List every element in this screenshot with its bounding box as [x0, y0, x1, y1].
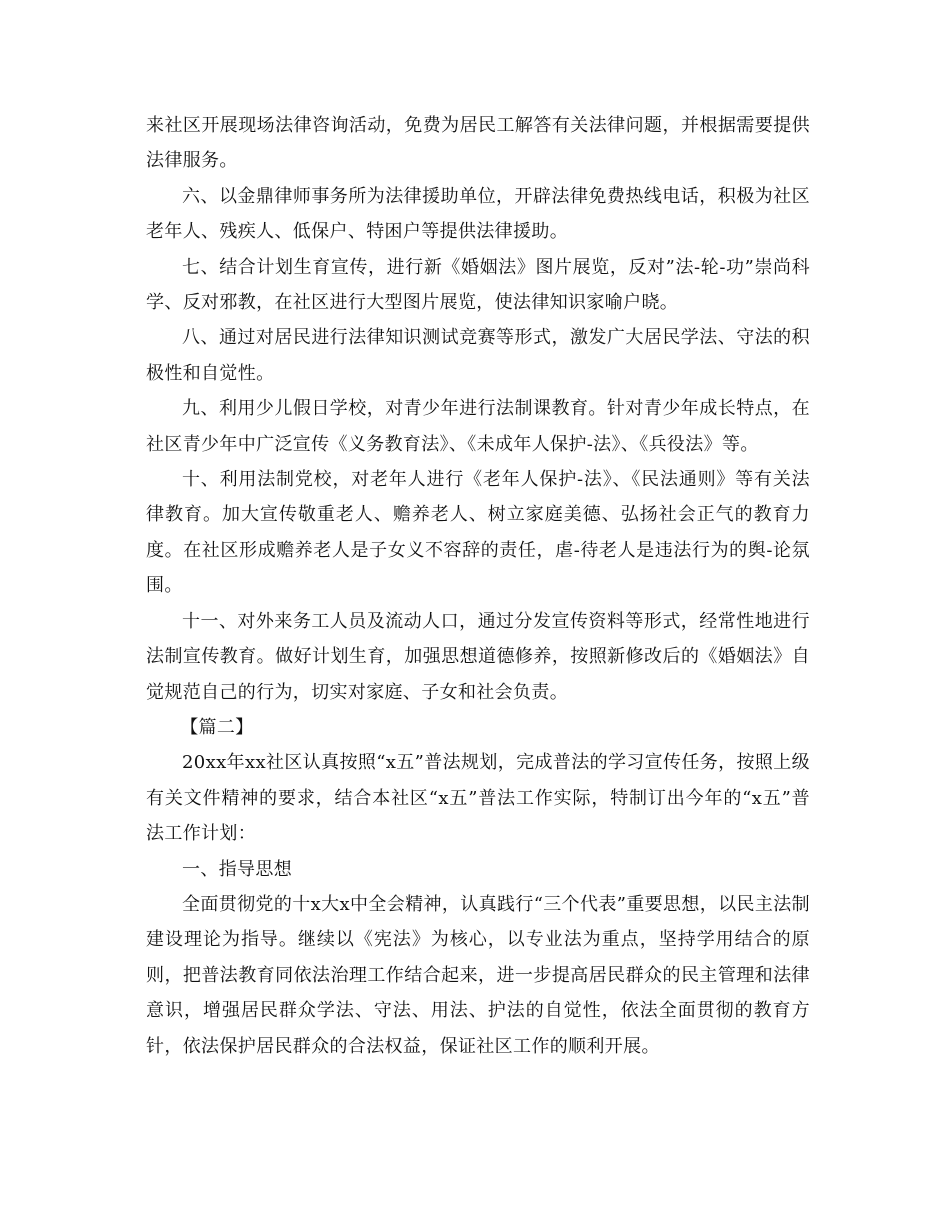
paragraph-guiding-ideology: 全面贯彻党的十x大x中全会精神，认真践行“三个代表”重要思想，以民主法制建设理论为指导。继续以《宪法》为核心，以专业法为重点，坚持学用结合的原则，把普法教育同依法治理工作结合起来，进一步提高居民群众的民主管理和法律意识，增强居民群众学法、守法、用法、护法的自觉性，依法全面贯彻的教育方针，依法保护居民群众的合法权益，保证社区工作的顺利开展。	[146, 893, 810, 1057]
paragraph-item-7: 七、结合计划生育宣传，进行新《婚姻法》图片展览，反对”法-轮-功”崇尚科学、反对邪教，在社区进行大型图片展览，使法律知识家喻户晓。	[146, 256, 810, 314]
section-heading: 【篇二】	[180, 716, 254, 738]
paragraph-item-9: 九、利用少儿假日学校，对青少年进行法制课教育。针对青少年成长特点，在社区青少年中广泛宣传《义务教育法》、《未成年人保护-法》、《兵役法》等。	[146, 398, 810, 455]
document-body	[146, 108, 810, 1064]
paragraph-continuation: 来社区开展现场法律咨询活动，免费为居民工解答有关法律问题，并根据需要提供法律服务。	[146, 115, 810, 172]
paragraph-item-11: 十一、对外来务工人员及流动人口，通过分发宣传资料等形式，经常性地进行法制宣传教育。做好计划生育，加强思想道德修养，按照新修改后的《婚姻法》自觉规范自己的行为，切实对家庭、子女和社会负责。	[146, 610, 810, 703]
paragraph-item-6: 六、以金鼎律师事务所为法律援助单位，开辟法律免费热线电话，积极为社区老年人、残疾人、低保户、特困户等提供法律援助。	[146, 185, 810, 243]
paragraph-item-10: 十、利用法制党校，对老年人进行《老年人保护-法》、《民法通则》等有关法律教育。加大宣传敬重老人、赡养老人、树立家庭美德、弘扬社会正气的教育力度。在社区形成赡养老人是子女义不容辞的责任，虐-待老人是违法行为的舆-论氛围。	[146, 469, 810, 597]
paragraph-heading-guiding-ideology: 一、指导思想	[182, 858, 293, 880]
paragraph-item-8: 八、通过对居民进行法律知识测试竞赛等形式，激发广大居民学法、守法的积极性和自觉性。	[146, 327, 810, 384]
paragraph-intro: 20xx年xx社区认真按照“x五”普法规划，完成普法的学习宣传任务，按照上级有关文件精神的要求，结合本社区“x五”普法工作实际，特制订出今年的“x五”普法工作计划：	[146, 752, 810, 845]
